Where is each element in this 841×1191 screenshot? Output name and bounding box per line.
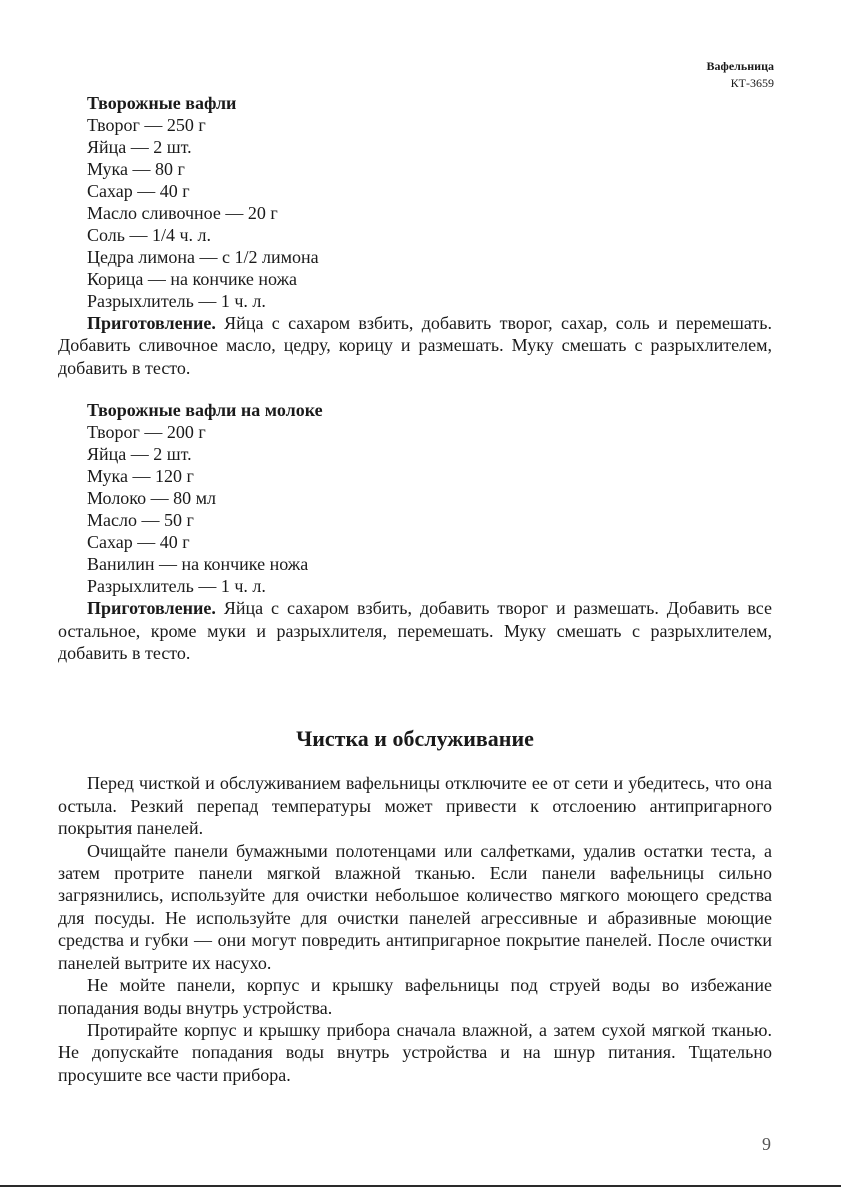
- cleaning-paragraph: Не мойте панели, корпус и крышку вафельницы под струей воды во избежание попадания воды внутрь устройства.: [58, 975, 772, 1018]
- ingredient-line: Цедра лимона — с 1/2 лимона: [87, 247, 319, 267]
- ingredient-line: Мука — 120 г: [87, 466, 194, 487]
- ingredient-line: Соль — 1/4 ч. л.: [87, 225, 211, 245]
- cleaning-paragraph: Перед чисткой и обслуживанием вафельницы отключите ее от сети и убедитесь, что она остыла. Резкий перепад температуры может привести к отслоению антипригарного покрытия панелей.: [58, 773, 772, 839]
- ingredient-line: Молоко — 80 мл: [87, 488, 217, 509]
- method-label: Приготовление.: [87, 313, 216, 333]
- ingredient-line: Сахар — 40 г: [87, 181, 190, 201]
- page-content: [58, 92, 772, 1086]
- running-header: [707, 58, 774, 92]
- ingredient-line: Яйца — 2 шт.: [87, 137, 192, 157]
- page-number: 9: [762, 1134, 771, 1154]
- method-text: Яйца с сахаром взбить, добавить творог и размешать. Добавить все остальное, кроме муки и разрыхлителя, перемешать. Муку смешать с разрыхлителем, добавить в тесто.: [58, 598, 772, 664]
- recipe-method: [58, 312, 772, 379]
- ingredient-line: Сахар — 40 г: [87, 532, 190, 553]
- ingredient-line: Масло — 50 г: [87, 510, 194, 531]
- header-product: Вафельница: [706, 59, 774, 73]
- recipe-title: Творожные вафли на молоке: [87, 400, 323, 421]
- method-label: Приготовление.: [87, 598, 216, 619]
- section-title: Чистка и обслуживание: [296, 726, 534, 752]
- ingredient-line: Творог — 200 г: [87, 422, 206, 443]
- cleaning-paragraph: Протирайте корпус и крышку прибора сначала влажной, а затем сухой мягкой тканью. Не допускайте попадания воды внутрь устройства и на шнур питания. Тщательно просушите все части прибора.: [58, 1019, 772, 1085]
- recipe-title: Творожные вафли: [87, 93, 237, 113]
- ingredient-line: Разрыхлитель — 1 ч. л.: [87, 576, 266, 597]
- page-bottom-rule: [0, 1185, 841, 1187]
- ingredient-line: Ванилин — на кончике ножа: [87, 554, 309, 575]
- ingredient-line: Яйца — 2 шт.: [87, 444, 192, 465]
- header-model: КТ-3659: [730, 76, 774, 90]
- ingredient-line: Творог — 250 г: [87, 115, 206, 135]
- ingredient-line: Разрыхлитель — 1 ч. л.: [87, 291, 266, 311]
- ingredient-line: Корица — на кончике ножа: [87, 269, 298, 289]
- ingredient-line: Масло сливочное — 20 г: [87, 203, 278, 223]
- recipe-method: [58, 597, 772, 664]
- ingredient-line: Мука — 80 г: [87, 159, 185, 179]
- recipe-block: [58, 399, 772, 664]
- cleaning-paragraph: Очищайте панели бумажными полотенцами или салфетками, удалив остатки теста, а затем протрите панели мягкой влажной тканью. Если панели вафельницы сильно загрязнились, используйте для очистки небольшое количество мягкого моющего средства для посуды. Не используйте для очистки панелей агрессивные и абразивные моющие средства и губки — они могут повредить антипригарное покрытие панелей. После очистки панелей вытрите их насухо.: [58, 840, 772, 973]
- recipe-block: [58, 92, 772, 379]
- method-text: Яйца с сахаром взбить, добавить творог, сахар, соль и перемешать. Добавить сливочное масло, цедру, корицу и размешать. Муку смешать с разрыхлителем, добавить в тесто.: [58, 313, 772, 378]
